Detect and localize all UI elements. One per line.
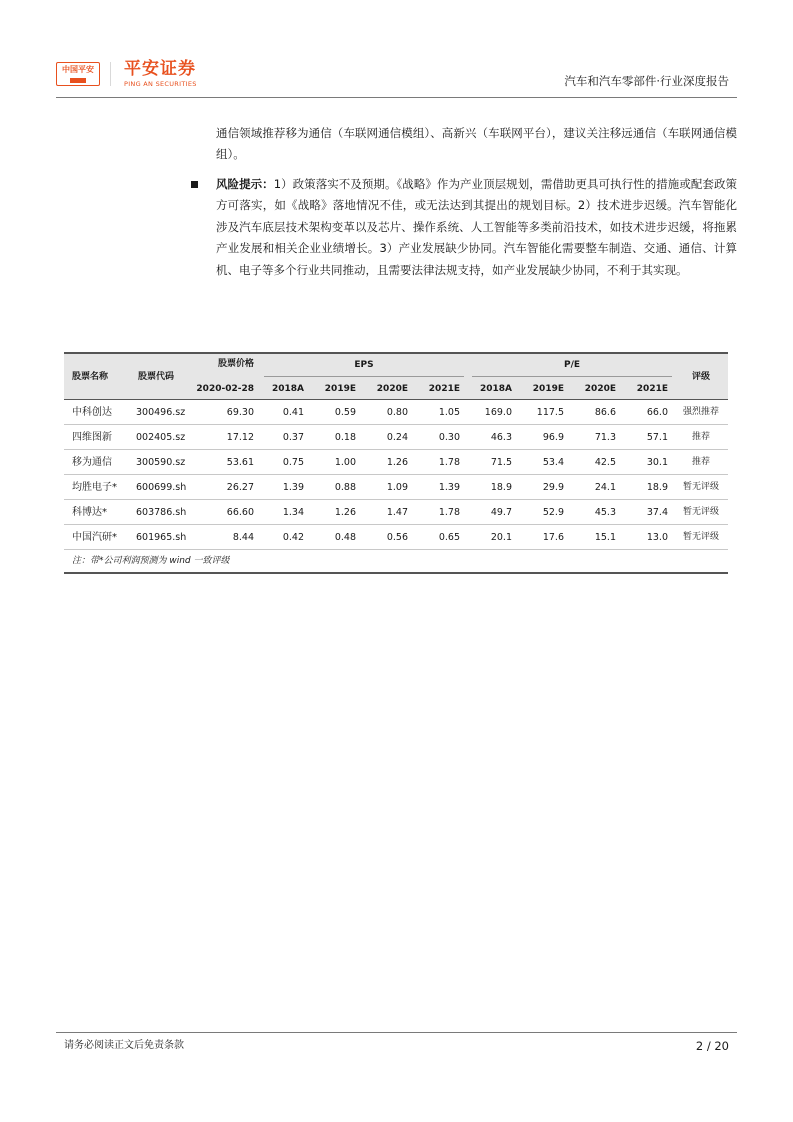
header-eps: EPS [354,360,374,370]
cell-stock-code: 601965.sh [136,532,187,543]
cell-rating: 暂无评级 [682,482,719,492]
header-divider [56,97,737,98]
cell-eps-2020e: 0.56 [386,532,408,543]
header-pe-2018a: 2018A [479,384,512,394]
cell-price: 66.60 [226,507,254,518]
cell-eps-2021e: 1.05 [438,407,460,418]
cell-stock-code: 300496.sz [136,407,186,418]
cell-pe-2018a: 20.1 [490,532,512,543]
cell-pe-2019e: 17.6 [542,532,564,543]
cell-stock-code: 002405.sz [136,432,186,443]
cell-pe-2018a: 71.5 [490,457,512,468]
cell-eps-2018a: 1.39 [282,482,304,493]
brand-name-en: PING AN SECURITIES [124,80,197,88]
header-eps-2018a: 2018A [271,384,304,394]
cell-rating: 推荐 [691,432,710,442]
cell-stock-name: 科博达* [72,507,107,518]
table-row [64,525,728,550]
cell-eps-2019e: 0.88 [334,482,356,493]
cell-pe-2020e: 45.3 [594,507,616,518]
table-header [64,352,728,400]
page-number: 2 / 20 [695,1039,729,1053]
cell-eps-2019e: 0.48 [334,532,356,543]
cell-eps-2020e: 1.09 [386,482,408,493]
pe-group-rule [472,376,672,377]
cell-stock-name: 均胜电子* [72,482,117,493]
cell-pe-2018a: 49.7 [490,507,512,518]
cell-pe-2021e: 13.0 [646,532,668,543]
cell-pe-2018a: 46.3 [490,432,512,443]
cell-price: 26.27 [226,482,254,493]
cell-pe-2019e: 29.9 [542,482,564,493]
cell-eps-2019e: 0.59 [334,407,356,418]
cell-eps-2021e: 0.65 [438,532,460,543]
paragraph-risk [216,174,737,281]
header-pe-2019e: 2019E [532,384,564,394]
cell-eps-2018a: 0.37 [282,432,304,443]
header-price-date: 2020-02-28 [196,384,254,394]
cell-pe-2019e: 117.5 [536,407,564,418]
cell-eps-2021e: 0.30 [438,432,460,443]
table-note: 注：带*公司利润预测为 wind 一致评级 [72,556,230,566]
cell-pe-2020e: 15.1 [594,532,616,543]
cell-rating: 暂无评级 [682,532,719,542]
footer-divider [56,1032,737,1033]
cell-eps-2019e: 1.26 [334,507,356,518]
header-rating: 评级 [691,372,710,382]
cell-eps-2021e: 1.78 [438,457,460,468]
cell-pe-2019e: 52.9 [542,507,564,518]
table-note-row [64,550,728,574]
bullet-square-icon [191,181,198,188]
header-stock-price: 股票价格 [217,359,254,369]
header-eps-2019e: 2019E [324,384,356,394]
header-eps-2020e: 2020E [376,384,408,394]
header-pe: P/E [563,360,581,370]
risk-text: 1）政策落实不及预期。《战略》作为产业顶层规划，需借助更具可执行性的措施或配套政策方可落实，如《战略》落地情况不佳，或无法达到其提出的规划目标。2）技术进步迟缓。汽车智能化涉及汽车底层技术架构变革以及芯片、操作系统、人工智能等多类前沿技术，如技术进步迟缓，将拖累产业发展和相关企业业绩增长。3）产业发展缺少协同。汽车智能化需要整车制造、交通、通信、计算机、电子等多个行业共同推动，且需要法律法规支持，如产业发展缺少协同，不利于其实现。 [216,177,738,277]
cell-rating: 强烈推荐 [682,407,719,417]
footer-disclaimer: 请务必阅读正文后免责条款 [64,1040,184,1051]
cell-rating: 推荐 [691,457,710,467]
cell-eps-2020e: 0.24 [386,432,408,443]
cell-price: 8.44 [232,532,254,543]
cell-stock-code: 603786.sh [136,507,187,518]
cell-rating: 暂无评级 [682,507,719,517]
cell-eps-2018a: 0.75 [282,457,304,468]
header-pe-2021e: 2021E [636,384,668,394]
cell-pe-2021e: 57.1 [646,432,668,443]
cell-eps-2020e: 1.47 [386,507,408,518]
cell-pe-2021e: 66.0 [646,407,668,418]
risk-label: 风险提示： [216,177,274,191]
cell-eps-2019e: 0.18 [334,432,356,443]
cell-eps-2021e: 1.39 [438,482,460,493]
cell-pe-2018a: 18.9 [490,482,512,493]
cell-eps-2018a: 1.34 [282,507,304,518]
report-title: 汽车和汽车零部件·行业深度报告 [564,74,729,88]
cell-eps-2018a: 0.42 [282,532,304,543]
cell-eps-2020e: 1.26 [386,457,408,468]
brand-name-cn: 平安证券 [124,59,196,79]
cell-stock-name: 移为通信 [72,457,112,468]
cell-pe-2020e: 42.5 [594,457,616,468]
header-stock-code: 股票代码 [138,372,175,382]
cell-price: 53.61 [226,457,254,468]
eps-group-rule [264,376,464,377]
table-row [64,500,728,525]
header-eps-2021e: 2021E [428,384,460,394]
header-pe-2020e: 2020E [584,384,616,394]
header-stock-name: 股票名称 [72,372,109,382]
cell-price: 69.30 [226,407,254,418]
logo-text: 中国平安 [62,65,94,74]
cell-stock-name: 四维图新 [72,432,112,443]
logo-divider [110,62,111,86]
logo-bar [70,78,86,83]
page-header [0,0,793,100]
cell-pe-2019e: 96.9 [542,432,564,443]
cell-pe-2021e: 37.4 [646,507,668,518]
cell-stock-name: 中科创达 [72,407,112,418]
cell-pe-2020e: 24.1 [594,482,616,493]
paragraph-recommendation: 通信领域推荐移为通信（车联网通信模组）、高新兴（车联网平台），建议关注移远通信（车联网通信模组）。 [216,126,737,162]
cell-eps-2020e: 0.80 [386,407,408,418]
cell-eps-2018a: 0.41 [282,407,304,418]
cell-pe-2020e: 71.3 [594,432,616,443]
cell-pe-2021e: 30.1 [646,457,668,468]
table-row [64,475,728,500]
table-row [64,425,728,450]
cell-stock-code: 600699.sh [136,482,187,493]
ping-an-logo [56,62,100,86]
table-row [64,400,728,425]
cell-eps-2021e: 1.78 [438,507,460,518]
cell-pe-2019e: 53.4 [542,457,564,468]
cell-pe-2018a: 169.0 [484,407,512,418]
cell-eps-2019e: 1.00 [334,457,356,468]
cell-pe-2021e: 18.9 [646,482,668,493]
table-row [64,450,728,475]
cell-stock-name: 中国汽研* [72,532,117,543]
cell-price: 17.12 [226,432,254,443]
cell-pe-2020e: 86.6 [594,407,616,418]
cell-stock-code: 300590.sz [136,457,186,468]
